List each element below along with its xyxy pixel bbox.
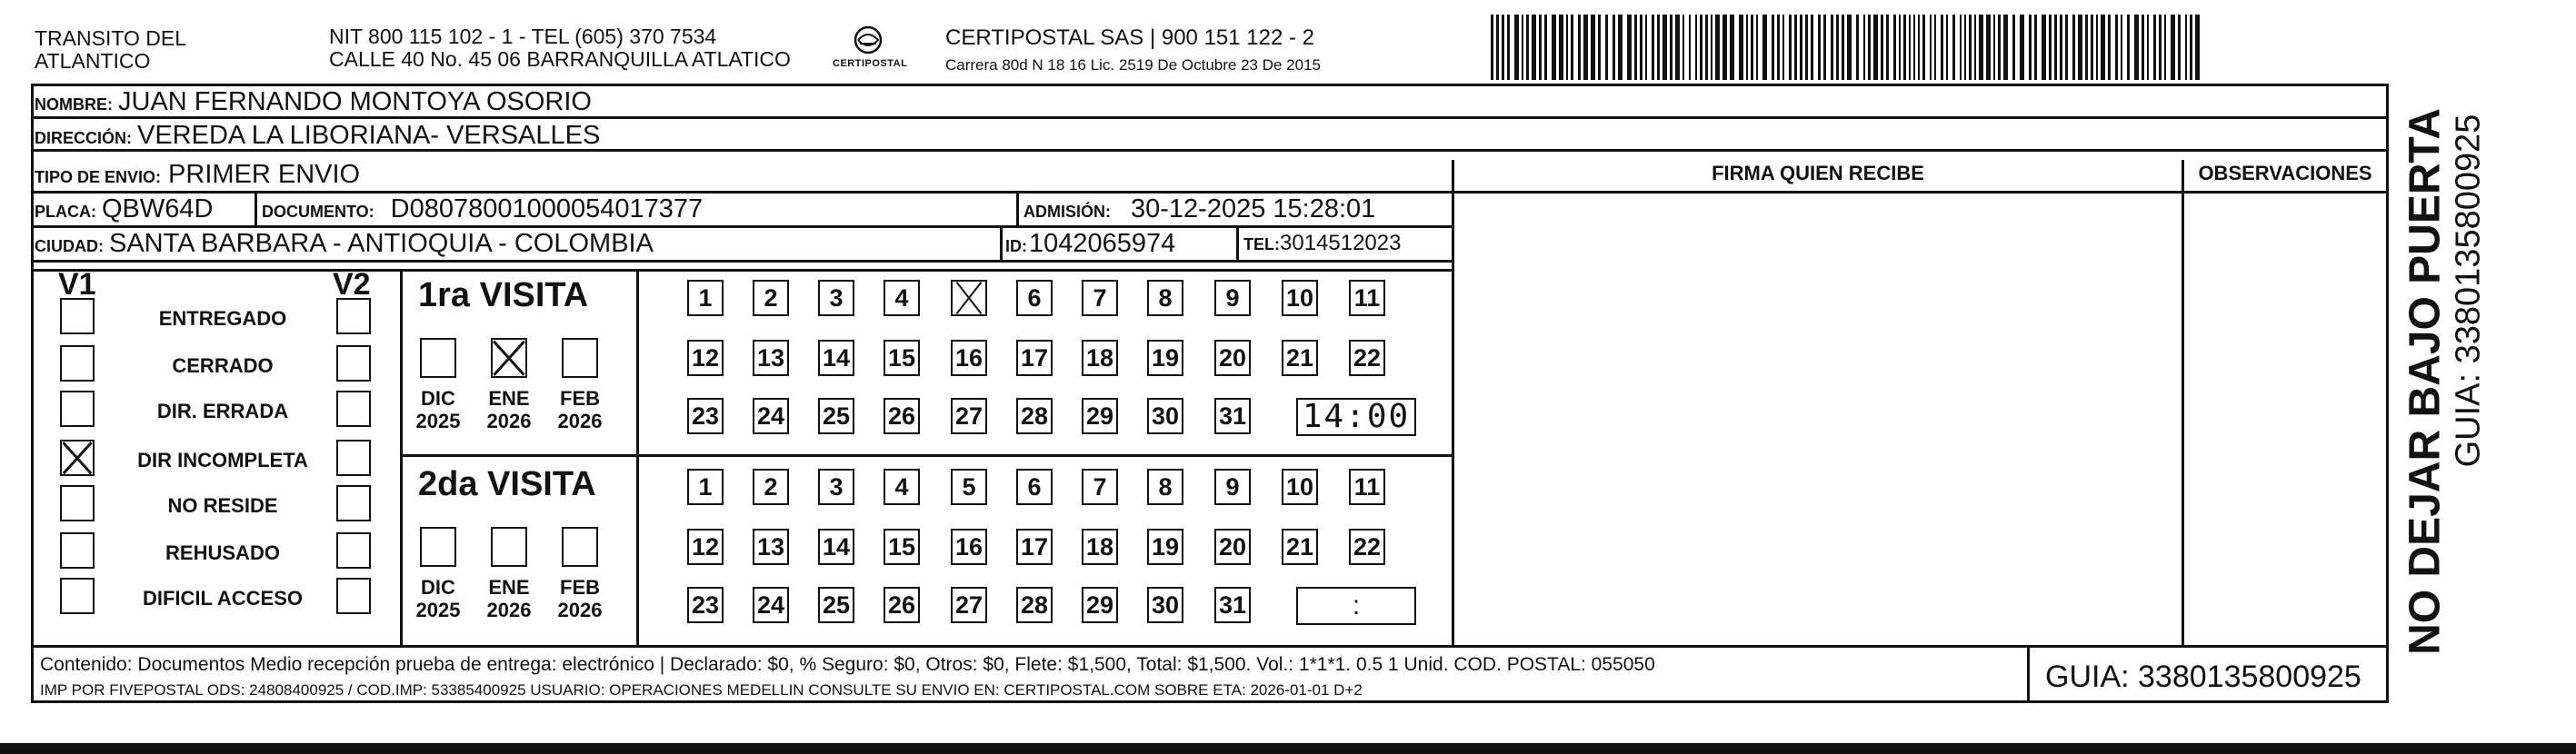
barcode-bar (1856, 15, 1859, 80)
barcode-bar (1998, 15, 2001, 80)
col-sep-firma (1452, 160, 1454, 645)
day-box[interactable]: 15 (884, 529, 920, 565)
month-checkbox[interactable] (491, 338, 527, 378)
barcode-bar (1578, 15, 1581, 80)
day-box[interactable]: 25 (818, 587, 854, 623)
day-box[interactable]: 6 (1016, 280, 1053, 316)
visit-title: 1ra VISITA (418, 276, 589, 314)
day-box[interactable]: 8 (1147, 469, 1183, 505)
day-box[interactable]: 7 (1082, 469, 1118, 505)
barcode-bar (1682, 15, 1684, 80)
frame-right-line (2386, 84, 2389, 621)
barcode-bar (1705, 15, 1708, 80)
day-box[interactable]: 24 (753, 587, 789, 623)
barcode-bar (1544, 15, 1547, 80)
barcode-bar (1566, 15, 1568, 80)
day-box[interactable] (951, 280, 987, 316)
barcode-bar (1863, 15, 1865, 80)
barcode-bar (1657, 15, 1660, 80)
placa-label: PLACA: (35, 203, 96, 221)
tel-row (1243, 231, 1401, 256)
day-box[interactable]: 10 (1282, 469, 1318, 505)
day-box[interactable]: 28 (1016, 398, 1053, 434)
barcode-bar (1571, 15, 1573, 80)
v2-header: V2 (333, 267, 371, 302)
barcode-bar (1918, 15, 1920, 80)
certipostal-logo (827, 24, 909, 76)
barcode-bar (1772, 15, 1774, 80)
barcode-bar (1502, 15, 1504, 80)
ciudad-value: SANTA BARBARA - ANTIOQUIA - COLOMBIA (109, 229, 654, 258)
day-box[interactable]: 11 (1349, 469, 1385, 505)
day-box[interactable]: 16 (951, 340, 987, 376)
barcode-bar (1652, 15, 1654, 80)
day-box[interactable]: 19 (1147, 529, 1183, 565)
day-box[interactable]: 21 (1282, 529, 1318, 565)
day-box[interactable]: 31 (1214, 398, 1251, 434)
rule-footer (31, 645, 2389, 648)
barcode-bar (1922, 15, 1925, 80)
day-box[interactable]: 18 (1082, 340, 1118, 376)
barcode-bar (1507, 15, 1510, 80)
day-box[interactable]: 3 (818, 280, 854, 316)
day-box[interactable]: 5 (951, 469, 987, 505)
month-name: ENE (488, 387, 530, 410)
barcode-bar (2178, 15, 2181, 80)
barcode-bar (2054, 15, 2057, 80)
month-name: DIC (421, 576, 455, 599)
month-label (553, 387, 607, 432)
barcode-bar (1675, 15, 1680, 80)
barcode-bar (1881, 15, 1883, 80)
sender-nit: NIT 800 115 102 - 1 - TEL (605) 370 7534 (329, 25, 717, 48)
day-box[interactable]: 1 (687, 469, 724, 505)
sep-visits (400, 454, 1454, 457)
status-v1-checkbox[interactable] (60, 578, 95, 614)
status-v1-checkbox[interactable] (60, 391, 95, 427)
day-box[interactable]: 14 (818, 340, 854, 376)
barcode-bar (1670, 15, 1672, 80)
nombre-label: NOMBRE: (35, 95, 113, 114)
barcode-bar (2142, 15, 2144, 80)
barcode-bar (2121, 15, 2122, 80)
barcode-bar (1491, 15, 1493, 80)
barcode-bar (1746, 15, 1748, 80)
barcode-bar (1756, 15, 1758, 80)
day-box[interactable]: 3 (818, 469, 854, 505)
day-box[interactable]: 16 (951, 529, 987, 565)
day-box[interactable]: 20 (1214, 529, 1251, 565)
barcode-bar (1952, 15, 1955, 80)
sep-admision (1016, 191, 1019, 225)
day-box[interactable]: 19 (1147, 340, 1183, 376)
day-box[interactable]: 18 (1082, 529, 1118, 565)
ciudad-row (35, 229, 654, 259)
ciudad-label: CIUDAD: (35, 237, 104, 255)
barcode-bar (1986, 15, 1991, 80)
status-label: NO RESIDE (167, 494, 278, 517)
courier-name: CERTIPOSTAL SAS | 900 151 122 - 2 (945, 25, 1314, 50)
day-box[interactable]: 11 (1349, 280, 1385, 316)
nombre-row (35, 87, 592, 117)
barcode-bar (1612, 15, 1615, 80)
barcode-bar (1868, 15, 1871, 80)
month-label (411, 576, 465, 621)
col-sep-obs (2182, 160, 2184, 645)
barcode-bar (1969, 15, 1972, 80)
day-box[interactable]: 13 (753, 529, 789, 565)
day-box[interactable]: 13 (753, 340, 789, 376)
month-name: FEB (560, 387, 600, 410)
side-guia: GUIA: 3380135800925 (2449, 114, 2488, 468)
footer-contents: Contenido: Documentos Medio recepción prueba de entrega: electrónico | Declarado: $0, % Seguro: $0, Otros: $0, Flete: $1,500, Total: $1,500. Vol.: 1*1*1. 0.5 1 Unid. COD. POSTAL: 055050 (40, 654, 1655, 675)
barcode-bar (2078, 15, 2082, 80)
day-box[interactable]: 29 (1082, 398, 1118, 434)
placa-value: QBW64D (102, 194, 214, 223)
day-box[interactable]: 28 (1016, 587, 1053, 623)
barcode-bar (1739, 15, 1743, 80)
status-v1-checkbox[interactable] (60, 485, 95, 521)
barcode-bar (2060, 15, 2062, 80)
barcode-bar (1730, 15, 1734, 80)
barcode-bar (1842, 15, 1844, 80)
admision-value: 30-12-2025 15:28:01 (1131, 194, 1376, 223)
day-box[interactable]: 31 (1214, 587, 1251, 623)
day-box[interactable]: 8 (1147, 280, 1183, 316)
barcode-bar (1522, 15, 1523, 80)
status-label: REHUSADO (165, 541, 280, 564)
day-box[interactable]: 24 (753, 398, 789, 434)
day-box[interactable]: 14 (818, 529, 854, 565)
rule-6 (31, 269, 1454, 272)
barcode-bar (1762, 15, 1767, 80)
barcode-bar (1993, 15, 1995, 80)
status-v2-checkbox[interactable] (336, 298, 371, 334)
status-label: DIR INCOMPLETA (137, 449, 308, 471)
status-label: ENTREGADO (158, 307, 287, 330)
day-box[interactable]: 26 (884, 587, 920, 623)
barcode-bar (1893, 15, 1896, 80)
barcode-bar (2115, 15, 2118, 80)
barcode-bar (2134, 15, 2139, 80)
logo-text: CERTIPOSTAL (833, 58, 908, 69)
time-box[interactable]: : (1296, 587, 1416, 625)
documento-value: D08078001000054017377 (390, 194, 704, 223)
time-box[interactable]: 14:00 (1296, 398, 1416, 436)
documento-row (262, 194, 703, 224)
status-v2-checkbox[interactable] (336, 578, 371, 614)
day-box[interactable]: 7 (1082, 280, 1118, 316)
barcode-bar (1831, 15, 1833, 80)
barcode-bar (1634, 15, 1637, 80)
barcode-bar (2085, 15, 2088, 80)
barcode-bar (2072, 15, 2075, 80)
barcode-bar (1695, 15, 1697, 80)
barcode-bar (1964, 15, 1966, 80)
rule-4 (31, 225, 1454, 228)
barcode-bar (1539, 15, 1542, 80)
status-v1-checkbox[interactable] (60, 532, 95, 569)
barcode-bar (1974, 15, 1976, 80)
barcode-bar (1899, 15, 1901, 80)
documento-label: DOCUMENTO: (262, 203, 374, 221)
rule-5 (31, 260, 1454, 263)
tipo-value: PRIMER ENVIO (168, 160, 361, 189)
sender-contact (329, 25, 791, 71)
barcode-bar (2164, 15, 2166, 80)
courier-license: Carrera 80d N 18 16 Lic. 2519 De Octubre 23 De 2015 (945, 56, 1321, 74)
barcode-bar (1496, 15, 1499, 80)
sep-tel (1236, 225, 1239, 260)
day-box[interactable]: 17 (1016, 340, 1053, 376)
status-label: DIFICIL ACCESO (142, 587, 303, 610)
barcode-bar (1514, 15, 1519, 80)
barcode-bar (1689, 15, 1691, 80)
barcode-bar (1909, 15, 1911, 80)
day-box[interactable]: 22 (1349, 529, 1385, 565)
barcode-bar (2147, 15, 2149, 80)
day-box[interactable]: 12 (687, 340, 724, 376)
footer-guia: GUIA: 3380135800925 (2045, 660, 2361, 694)
barcode-bar (2195, 15, 2200, 80)
barcode-bar (2096, 15, 2098, 80)
status-v2-checkbox[interactable] (336, 391, 371, 427)
day-box[interactable]: 2 (753, 469, 789, 505)
barcode-bar (1934, 15, 1936, 80)
status-v2-checkbox[interactable] (336, 532, 371, 569)
id-value: 1042065974 (1029, 229, 1176, 258)
barcode-bar (2101, 15, 2105, 80)
barcode-bar (2108, 15, 2111, 80)
id-row (1005, 229, 1175, 259)
barcode-bar (2020, 15, 2024, 80)
barcode-bar (1583, 15, 1588, 80)
barcode-bar (1805, 15, 1808, 80)
barcode-bar (1526, 15, 1529, 80)
barcode-bar (1794, 15, 1797, 80)
day-box[interactable]: 22 (1349, 340, 1385, 376)
barcode-bar (1605, 15, 1608, 80)
barcode-bar (2159, 15, 2162, 80)
tipo-row (35, 160, 360, 190)
barcode-bar (1782, 15, 1784, 80)
barcode-bar (1662, 15, 1667, 80)
barcode-bar (1873, 15, 1878, 80)
observaciones-header: OBSERVACIONES (2198, 162, 2372, 184)
day-box[interactable]: 26 (884, 398, 920, 434)
barcode-bar (1618, 15, 1622, 80)
month-year: 2026 (486, 410, 532, 432)
day-box[interactable]: 30 (1147, 398, 1183, 434)
sep-months (636, 269, 639, 645)
barcode-bar (1960, 15, 1962, 80)
admision-row (1023, 194, 1375, 224)
tel-label: TEL: (1243, 235, 1280, 253)
barcode-bar (1886, 15, 1889, 80)
barcode-bar (2034, 15, 2037, 80)
tel-value: 3014512023 (1280, 231, 1402, 255)
barcode-bar (1823, 15, 1826, 80)
barcode-bar (2185, 15, 2187, 80)
barcode-bar (1645, 15, 1647, 80)
day-box[interactable]: 2 (753, 280, 789, 316)
month-year: 2025 (415, 410, 461, 432)
day-box[interactable]: 4 (884, 280, 920, 316)
day-box[interactable]: 27 (951, 398, 987, 434)
sender-line-2: ATLANTICO (35, 49, 151, 73)
admision-label: ADMISIÓN: (1023, 203, 1111, 221)
sep-id (1000, 225, 1003, 260)
day-box[interactable]: 9 (1214, 280, 1251, 316)
barcode-bar (1913, 15, 1915, 80)
month-year: 2026 (486, 599, 532, 621)
day-box[interactable]: 17 (1016, 529, 1053, 565)
sep-placa (255, 191, 257, 225)
barcode-bar (1818, 15, 1821, 80)
barcode-bar (2042, 15, 2046, 80)
barcode-bar (1640, 15, 1642, 80)
month-year: 2025 (415, 599, 461, 621)
month-checkbox[interactable] (420, 527, 456, 567)
month-name: DIC (421, 387, 455, 410)
month-label (411, 387, 465, 432)
barcode-bar (1800, 15, 1802, 80)
day-box[interactable]: 1 (687, 280, 724, 316)
barcode-bar (1532, 15, 1536, 80)
day-box[interactable]: 25 (818, 398, 854, 434)
month-checkbox[interactable] (420, 338, 456, 378)
month-label (553, 576, 607, 621)
day-box[interactable]: 23 (687, 398, 724, 434)
day-box[interactable]: 20 (1214, 340, 1251, 376)
v1-header: V1 (58, 267, 96, 302)
status-v2-checkbox[interactable] (336, 440, 371, 476)
month-checkbox[interactable] (562, 338, 598, 378)
barcode-bar (2091, 15, 2093, 80)
day-box[interactable]: 6 (1016, 469, 1053, 505)
visit-title: 2da VISITA (418, 465, 596, 503)
barcode-bar (1751, 15, 1753, 80)
day-box[interactable]: 27 (951, 587, 987, 623)
month-label (482, 387, 536, 432)
sender-name (35, 27, 186, 73)
direccion-value: VEREDA LA LIBORIANA- VERSALLES (137, 121, 601, 150)
status-v2-checkbox[interactable] (336, 345, 371, 382)
day-box[interactable]: 23 (687, 587, 724, 623)
barcode-bar (2153, 15, 2156, 80)
month-name: FEB (560, 576, 600, 599)
status-v2-checkbox[interactable] (336, 485, 371, 521)
barcode-bar (1979, 15, 1983, 80)
barcode-bar (1559, 15, 1563, 80)
status-label: CERRADO (172, 354, 274, 377)
rule-3 (31, 191, 2389, 193)
barcode-bar (2049, 15, 2052, 80)
barcode-bar (1836, 15, 1839, 80)
sender-address: CALLE 40 No. 45 06 BARRANQUILLA ATLATICO (329, 47, 791, 71)
barcode-bar (1777, 15, 1780, 80)
barcode-bar (1711, 15, 1712, 80)
sep-status (400, 269, 403, 645)
barcode-bar (2029, 15, 2032, 80)
status-v1-checkbox[interactable] (60, 345, 95, 382)
status-v1-checkbox[interactable] (60, 440, 95, 476)
barcode-bar (1627, 15, 1632, 80)
month-year: 2026 (557, 599, 603, 621)
barcode-bar (2003, 15, 2008, 80)
sender-line-1: TRANSITO DEL (35, 26, 186, 50)
barcode-bar (1552, 15, 1556, 80)
placa-row (35, 194, 213, 224)
firma-header: FIRMA QUIEN RECIBE (1712, 162, 1924, 184)
page-edge (0, 743, 2576, 754)
barcode-bar (1700, 15, 1702, 80)
barcode (1491, 15, 2209, 80)
barcode-bar (1811, 15, 1813, 80)
footer-print-info: IMP POR FIVEPOSTAL ODS: 24808400925 / COD.IMP: 53385400925 USUARIO: OPERACIONES MEDELLIN CONSULTE SU ENVIO EN: CERTIPOSTAL.COM SOBRE ETA: 2026-01-01 D+2 (40, 681, 1363, 699)
barcode-bar (1903, 15, 1906, 80)
month-name: ENE (488, 576, 530, 599)
day-box[interactable]: 29 (1082, 587, 1118, 623)
barcode-bar (1789, 15, 1792, 80)
day-box[interactable]: 12 (687, 529, 724, 565)
barcode-bar (2065, 15, 2068, 80)
barcode-bar (1847, 15, 1852, 80)
barcode-bar (1722, 15, 1727, 80)
status-label: DIR. ERRADA (156, 400, 289, 422)
sep-footer-guia (2027, 645, 2030, 703)
month-label (482, 576, 536, 621)
day-box[interactable]: 10 (1282, 280, 1318, 316)
direccion-row (35, 121, 600, 151)
month-checkbox[interactable] (491, 527, 527, 567)
barcode-bar (2012, 15, 2015, 80)
barcode-bar (1591, 15, 1595, 80)
barcode-bar (2190, 15, 2192, 80)
tipo-label: TIPO DE ENVIO: (35, 168, 162, 186)
day-box[interactable]: 15 (884, 340, 920, 376)
month-checkbox[interactable] (562, 527, 598, 567)
barcode-bar (1598, 15, 1601, 80)
barcode-bar (2171, 15, 2175, 80)
barcode-bar (1941, 15, 1943, 80)
direccion-label: DIRECCIÓN: (35, 129, 132, 147)
barcode-bar (1715, 15, 1720, 80)
status-v1-checkbox[interactable] (60, 298, 95, 334)
day-box[interactable]: 9 (1214, 469, 1251, 505)
nombre-value: JUAN FERNANDO MONTOYA OSORIO (118, 87, 592, 116)
day-box[interactable]: 21 (1282, 340, 1318, 376)
day-box[interactable]: 4 (884, 469, 920, 505)
barcode-bar (1946, 15, 1948, 80)
barcode-bar (1930, 15, 1932, 80)
barcode-bar (2127, 15, 2130, 80)
id-label: ID: (1005, 237, 1027, 255)
day-box[interactable]: 30 (1147, 587, 1183, 623)
month-year: 2026 (557, 410, 603, 432)
side-warning: NO DEJAR BAJO PUERTA (2401, 108, 2450, 655)
